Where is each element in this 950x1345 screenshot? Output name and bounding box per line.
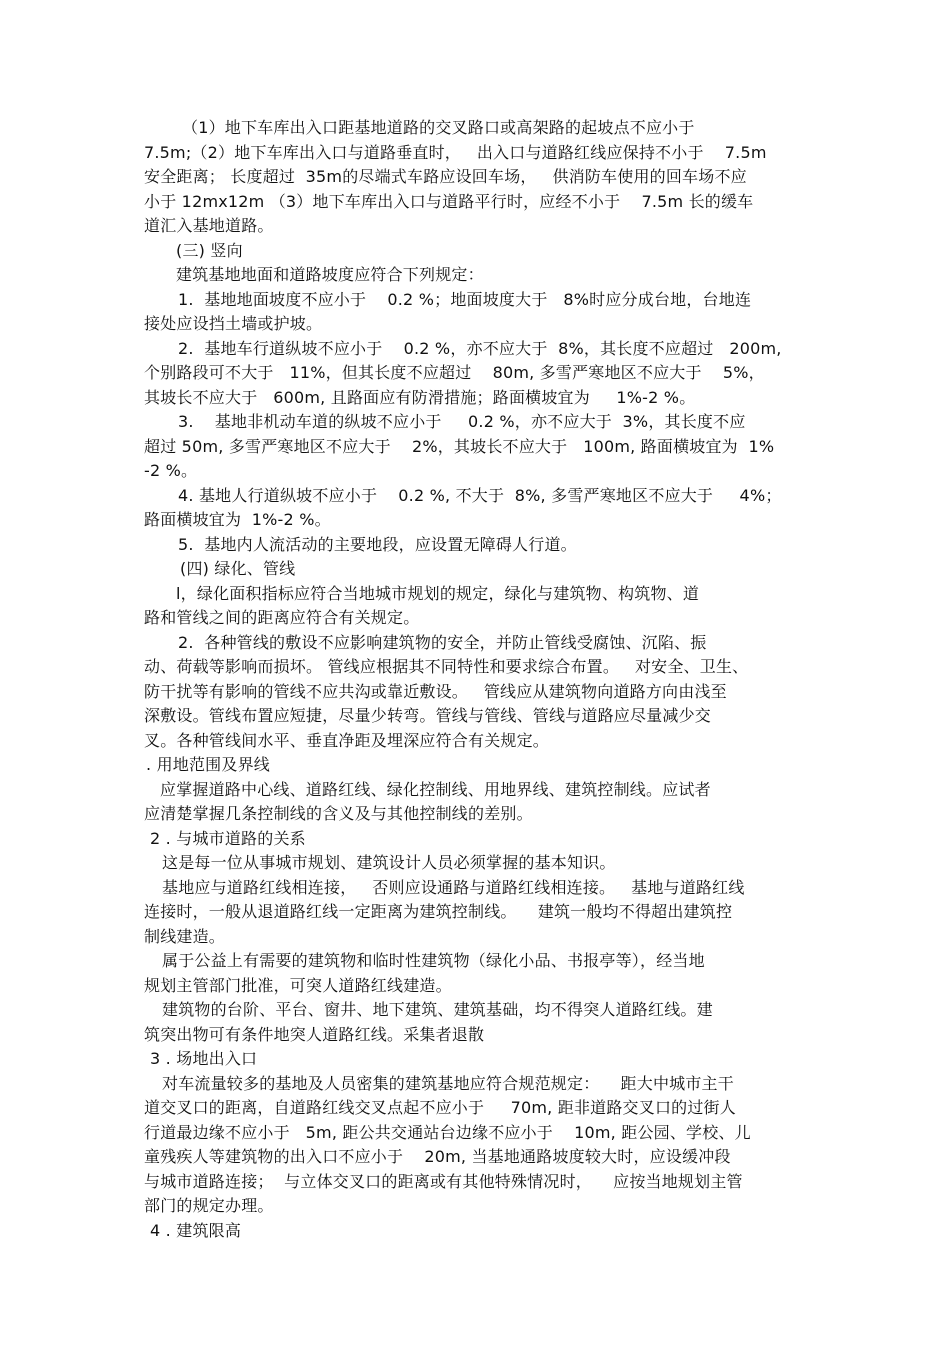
text-line: 应掌握道路中心线、道路红线、绿化控制线、用地界线、建筑控制线。应试者 [160,780,711,799]
text-line: 动、荷载等影响而损坏。 管线应根据其不同特性和要求综合布置。 对安全、卫生、 [144,657,749,676]
text-line: 规划主管部门批准，可突人道路红线建造。 [144,976,452,995]
text-line: 部门的规定办理。 [144,1196,274,1215]
text-line: -2 %。 [144,461,198,480]
text-line: 属于公益上有需要的建筑物和临时性建筑物（绿化小品、书报亭等），经当地 [162,951,705,970]
text-line: 3. 基地非机动车道的纵坡不应小于 0.2 %，亦不应大于 3%，其长度不应 [178,412,746,431]
text-line: 基地应与道路红线相连接， 否则应设通路与道路红线相连接。 基地与道路红线 [162,878,745,897]
text-line: 应清楚掌握几条控制线的含义及与其他控制线的差别。 [144,804,533,823]
text-line: 小于 12mx12m （3）地下车库出入口与道路平行时，应经不小于 7.5m 长的缓车 [144,192,754,211]
text-line: 其坡长不应大于 600m, 且路面应有防滑措施；路面横坡宜为 1%-2 %。 [144,388,696,407]
text-line: 2. 各种管线的敷设不应影响建筑物的安全，并防止管线受腐蚀、沉陷、振 [178,633,707,652]
section-heading: (三) 竖向 [176,241,243,260]
text-line: 叉。各种管线间水平、垂直净距及埋深应符合有关规定。 [144,731,550,750]
text-line: 防干扰等有影响的管线不应共沟或靠近敷设。 管线应从建筑物向道路方向由浅至 [144,682,727,701]
text-line: 个别路段可不大于 11%，但其长度不应超过 80m, 多雪严寒地区不应大于 5%， [144,363,765,382]
text-line: （1）地下车库出入口距基地道路的交叉路口或高架路的起坡点不应小于 [182,118,695,137]
text-line: 童残疾人等建筑物的出入口不应小于 20m, 当基地通路坡度较大时，应设缓冲段 [144,1147,731,1166]
text-line: 1. 基地地面坡度不应小于 0.2 %；地面坡度大于 8%时应分成台地，台地连 [178,290,752,309]
text-line: 7.5m;（2）地下车库出入口与道路垂直时， 出入口与道路红线应保持不小于 7.5m [144,143,767,162]
text-line: 制线建造。 [144,927,226,946]
text-line: 路和管线之间的距离应符合有关规定。 [144,608,420,627]
text-line: 路面横坡宜为 1%-2 %。 [144,510,331,529]
text-line: 2. 基地车行道纵坡不应小于 0.2 %，亦不应大于 8%，其长度不应超过 200m, [178,339,782,358]
text-line: 与城市道路连接； 与立体交叉口的距离或有其他特殊情况时， 应按当地规划主管 [144,1172,743,1191]
text-line: 安全距离； 长度超过 35m的尽端式车路应设回车场， 供消防车使用的回车场不应 [144,167,747,186]
text-line: 筑突出物可有条件地突人道路红线。采集者退散 [144,1025,485,1044]
text-line: 4. 基地人行道纵坡不应小于 0.2 %, 不大于 8%, 多雪严寒地区不应大于 4%； [178,486,782,505]
text-line: 道汇入基地道路。 [144,216,274,235]
text-line: 行道最边缘不应小于 5m, 距公共交通站台边缘不应小于 10m, 距公园、学校、儿 [144,1123,751,1142]
section-heading: 2 . 与城市道路的关系 [150,829,306,848]
text-line: 连接时，一般从退道路红线一定距离为建筑控制线。 建筑一般均不得超出建筑控 [144,902,733,921]
text-line: 对车流量较多的基地及人员密集的建筑基地应符合规范规定： 距大中城市主干 [162,1074,734,1093]
text-line: 深敷设。管线布置应短捷，尽量少转弯。管线与管线、管线与道路应尽量减少交 [144,706,712,725]
section-heading: 4 . 建筑限高 [150,1221,242,1240]
text-line: 接处应设挡土墙或护坡。 [144,314,323,333]
section-heading: . 用地范围及界线 [146,755,270,774]
text-line: 5. 基地内人流活动的主要地段，应设置无障碍人行道。 [178,535,577,554]
section-heading: (四) 绿化、管线 [180,559,296,578]
text-line: 建筑基地地面和道路坡度应符合下列规定： [176,265,484,284]
text-line: 建筑物的台阶、平台、窗井、地下建筑、建筑基础，均不得突人道路红线。建 [162,1000,713,1019]
text-line: 超过 50m, 多雪严寒地区不应大于 2%，其坡长不应大于 100m, 路面横坡宜为 1% [144,437,775,456]
section-heading: 3 . 场地出入口 [150,1049,258,1068]
text-line: 这是每一位从事城市规划、建筑设计人员必须掌握的基本知识。 [162,853,616,872]
text-line: l，绿化面积指标应符合当地城市规划的规定，绿化与建筑物、构筑物、道 [176,584,700,603]
text-line: 道交叉口的距离，自道路红线交叉点起不应小于 70m, 距非道路交叉口的过街人 [144,1098,736,1117]
